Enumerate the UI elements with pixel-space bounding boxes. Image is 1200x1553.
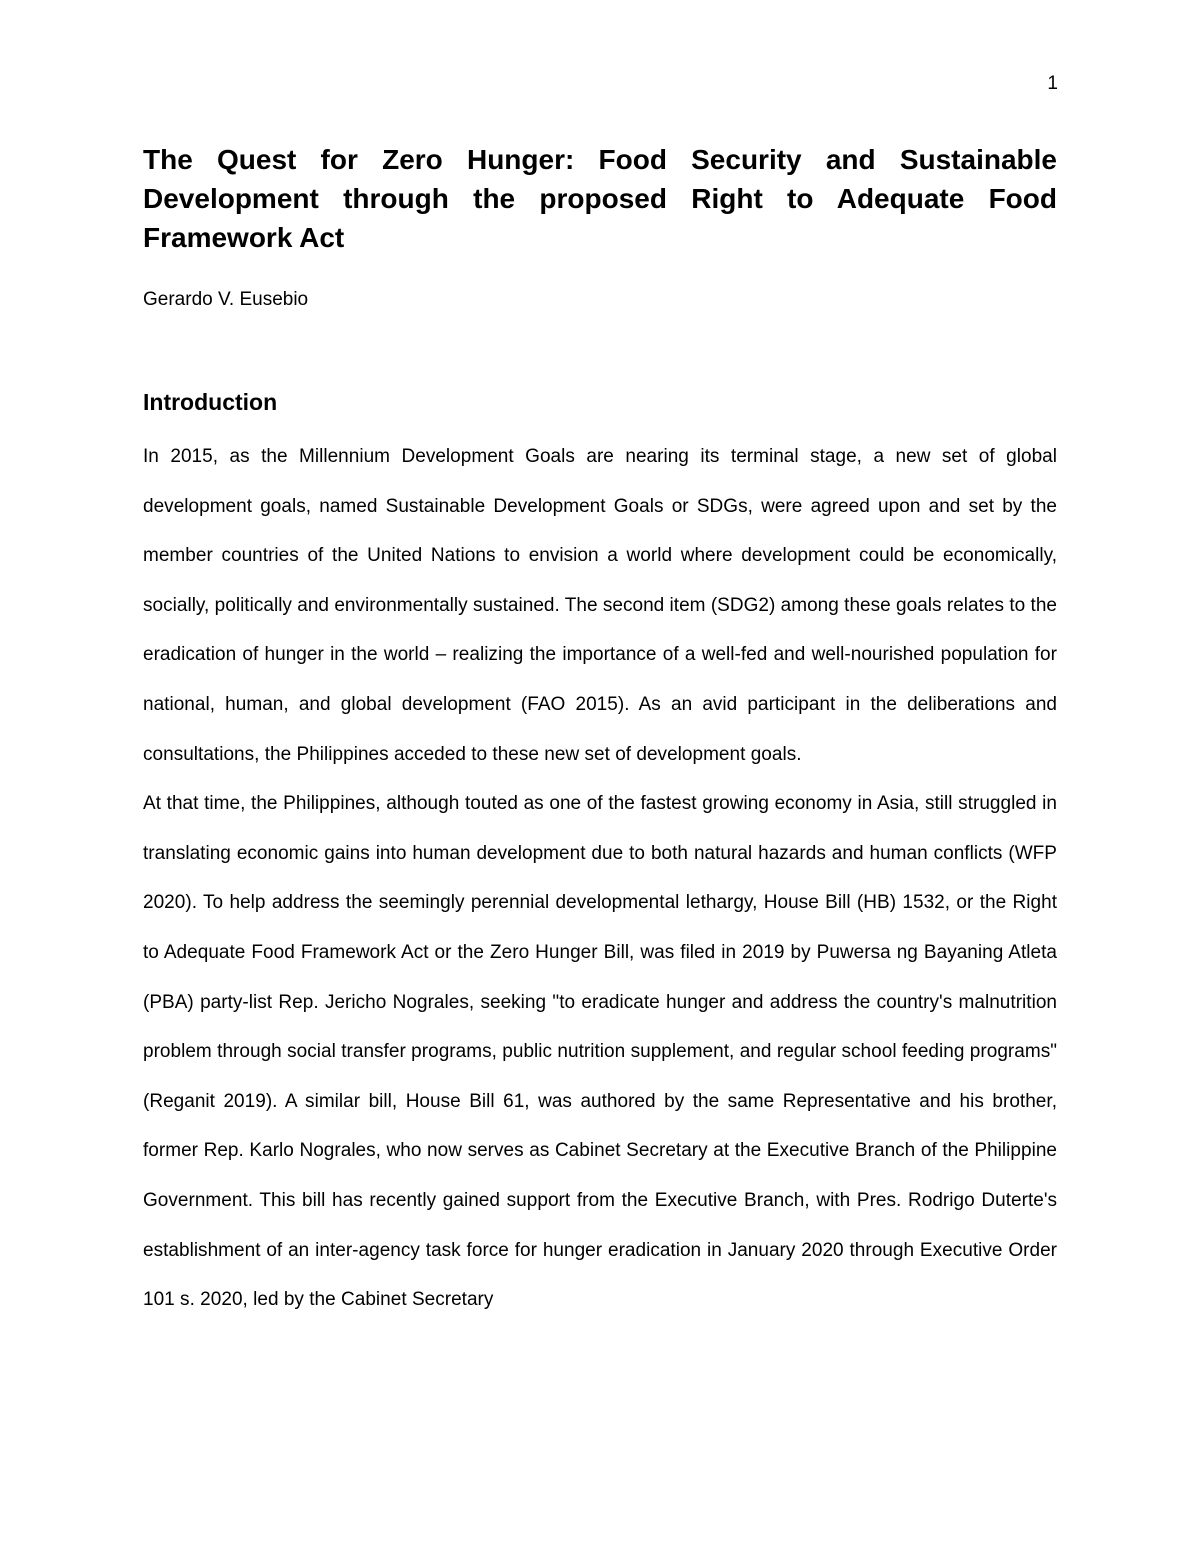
document-body — [143, 432, 1057, 1325]
document-title: The Quest for Zero Hunger: Food Security and Sustainable Development through the proposed Right to Adequate Food Framework Act — [143, 144, 1057, 253]
body-paragraph: At that time, the Philippines, although touted as one of the fastest growing economy in Asia, still struggled in translating economic gains into human development due to both natural hazards and human conflicts (WFP 2020). To help address the seemingly perennial developmental lethargy, House Bill (HB) 1532, or the Right to Adequate Food Framework Act or the Zero Hunger Bill, was filed in 2019 by Puwersa ng Bayaning Atleta (PBA) party-list Rep. Jericho Nograles, seeking "to eradicate hunger and address the country's malnutrition problem through social transfer programs, public nutrition supplement, and regular school feeding programs" (Reganit 2019). A similar bill, House Bill 61, was authored by the same Representative and his brother, former Rep. Karlo Nograles, who now serves as Cabinet Secretary at the Executive Branch of the Philippine Government. This bill has recently gained support from the Executive Branch, with Pres. Rodrigo Duterte's establishment of an inter-agency task force for hunger eradication in January 2020 through Executive Order 101 s. 2020, led by the Cabinet Secretary — [143, 793, 1057, 1311]
author-name: Gerardo V. Eusebio — [143, 289, 309, 310]
body-paragraph: In 2015, as the Millennium Development Goals are nearing its terminal stage, a new set of global development goals, named Sustainable Development Goals or SDGs, were agreed upon and set by the member countries of the United Nations to envision a world where development could be economically, socially, politically and environmentally sustained. The second item (SDG2) among these goals relates to the eradication of hunger in the world – realizing the importance of a well-fed and well-nourished population for national, human, and global development (FAO 2015). As an avid participant in the deliberations and consultations, the Philippines acceded to these new set of development goals. — [143, 446, 1057, 765]
section-heading: Introduction — [143, 389, 278, 415]
page-number: 1 — [1047, 73, 1058, 94]
